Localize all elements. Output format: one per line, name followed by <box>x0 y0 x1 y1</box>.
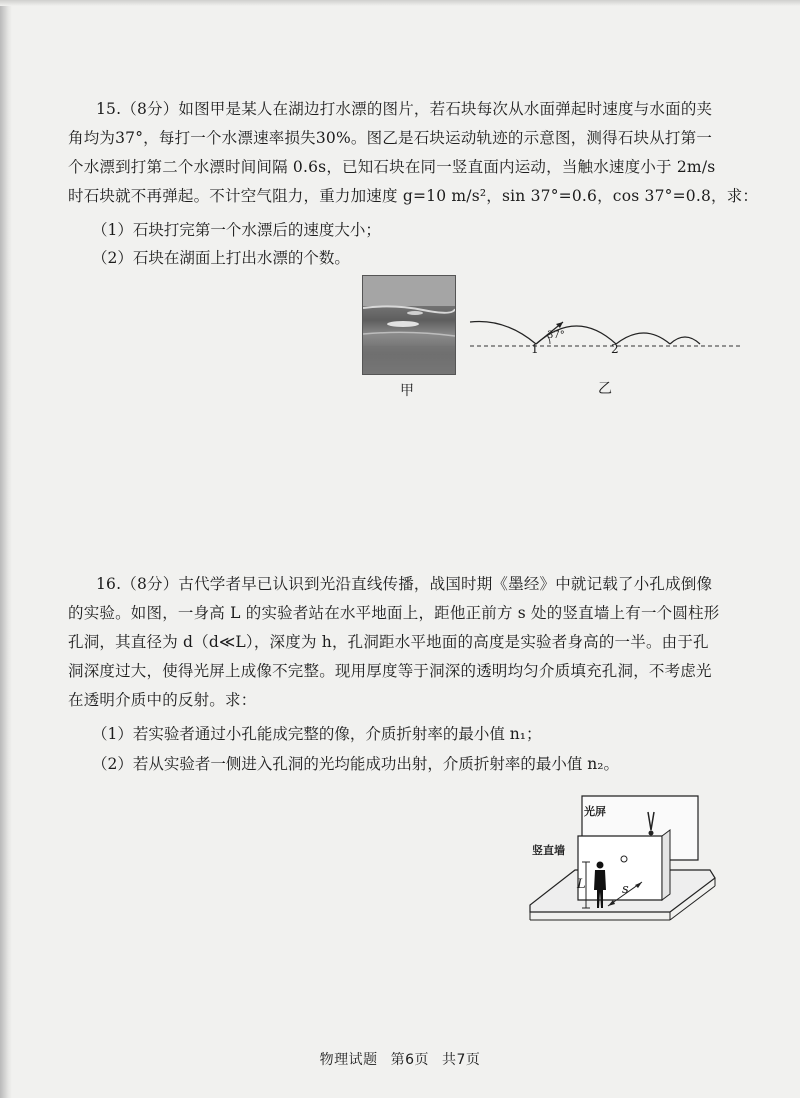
figure-jia-label: 甲 <box>400 383 414 399</box>
distance-s-label: s <box>622 882 629 897</box>
q16-line-3: 孔洞，其直径为 d（d≪L），深度为 h，孔洞距水平地面的高度是实验者身高的一半。由于孔 <box>68 633 709 651</box>
figure-yi-label: 乙 <box>598 381 612 397</box>
q15-line-4: 时石块就不再弹起。不计空气阻力，重力加速度 g=10 m/s²，sin 37°=0.6，cos 37°=0.8，求： <box>68 187 759 205</box>
q15-subquestion-1: （1）石块打完第一个水漂后的速度大小； <box>92 221 381 239</box>
page-shadow-top <box>0 0 800 6</box>
q15-line-3: 个水漂到打第二个水漂时间间隔 0.6s，已知石块在同一竖直面内运动，当触水速度小于 2m/s <box>68 158 716 176</box>
pinhole-diagram <box>520 790 735 930</box>
q16-stem <box>68 570 728 715</box>
q16-line-5: 在透明介质中的反射。求： <box>68 691 257 709</box>
footer-subject: 物理试题 <box>319 1052 378 1068</box>
height-L-label: L <box>577 877 586 892</box>
screen-label: 光屏 <box>584 805 606 818</box>
q16-line-2: 的实验。如图，一身高 L 的实验者站在水平地面上，距他正前方 s 处的竖直墙上有一个圆柱形 <box>68 604 720 622</box>
point-1-label: 1 <box>531 342 539 356</box>
q16-line-4: 洞深度过大，使得光屏上成像不完整。现用厚度等于洞深的透明均匀介质填充孔洞，不考虑光 <box>68 662 712 680</box>
q16-subquestion-2: （2）若从实验者一侧进入孔洞的光均能成功出射，介质折射率的最小值 n₂。 <box>92 755 619 773</box>
point-2-label: 2 <box>611 342 619 356</box>
page-footer <box>0 1049 800 1069</box>
q16-line-1: 16.（8分）古代学者早已认识到光沿直线传播，战国时期《墨经》中就记载了小孔成倒像 <box>96 575 713 593</box>
q15-line-2: 角均为37°，每打一个水漂速率损失30%。图乙是石块运动轨迹的示意图，测得石块从打第一 <box>68 129 713 147</box>
angle-label: 37° <box>547 330 565 341</box>
footer-total: 共7页 <box>441 1052 481 1068</box>
q15-line-1: 15.（8分）如图甲是某人在湖边打水漂的图片，若石块每次从水面弹起时速度与水面的夹 <box>96 100 713 118</box>
figure-jia-photo <box>362 275 456 375</box>
wall-label: 竖直墙 <box>532 844 565 857</box>
figure-yi-trajectory <box>460 300 745 370</box>
q16-subquestion-1: （1）若实验者通过小孔能成完整的像，介质折射率的最小值 n₁； <box>92 725 542 743</box>
page-shadow-left <box>0 0 12 1098</box>
q15-subquestion-2: （2）石块在湖面上打出水漂的个数。 <box>92 249 350 267</box>
footer-page: 第6页 <box>390 1052 429 1068</box>
q15-stem <box>68 95 759 211</box>
